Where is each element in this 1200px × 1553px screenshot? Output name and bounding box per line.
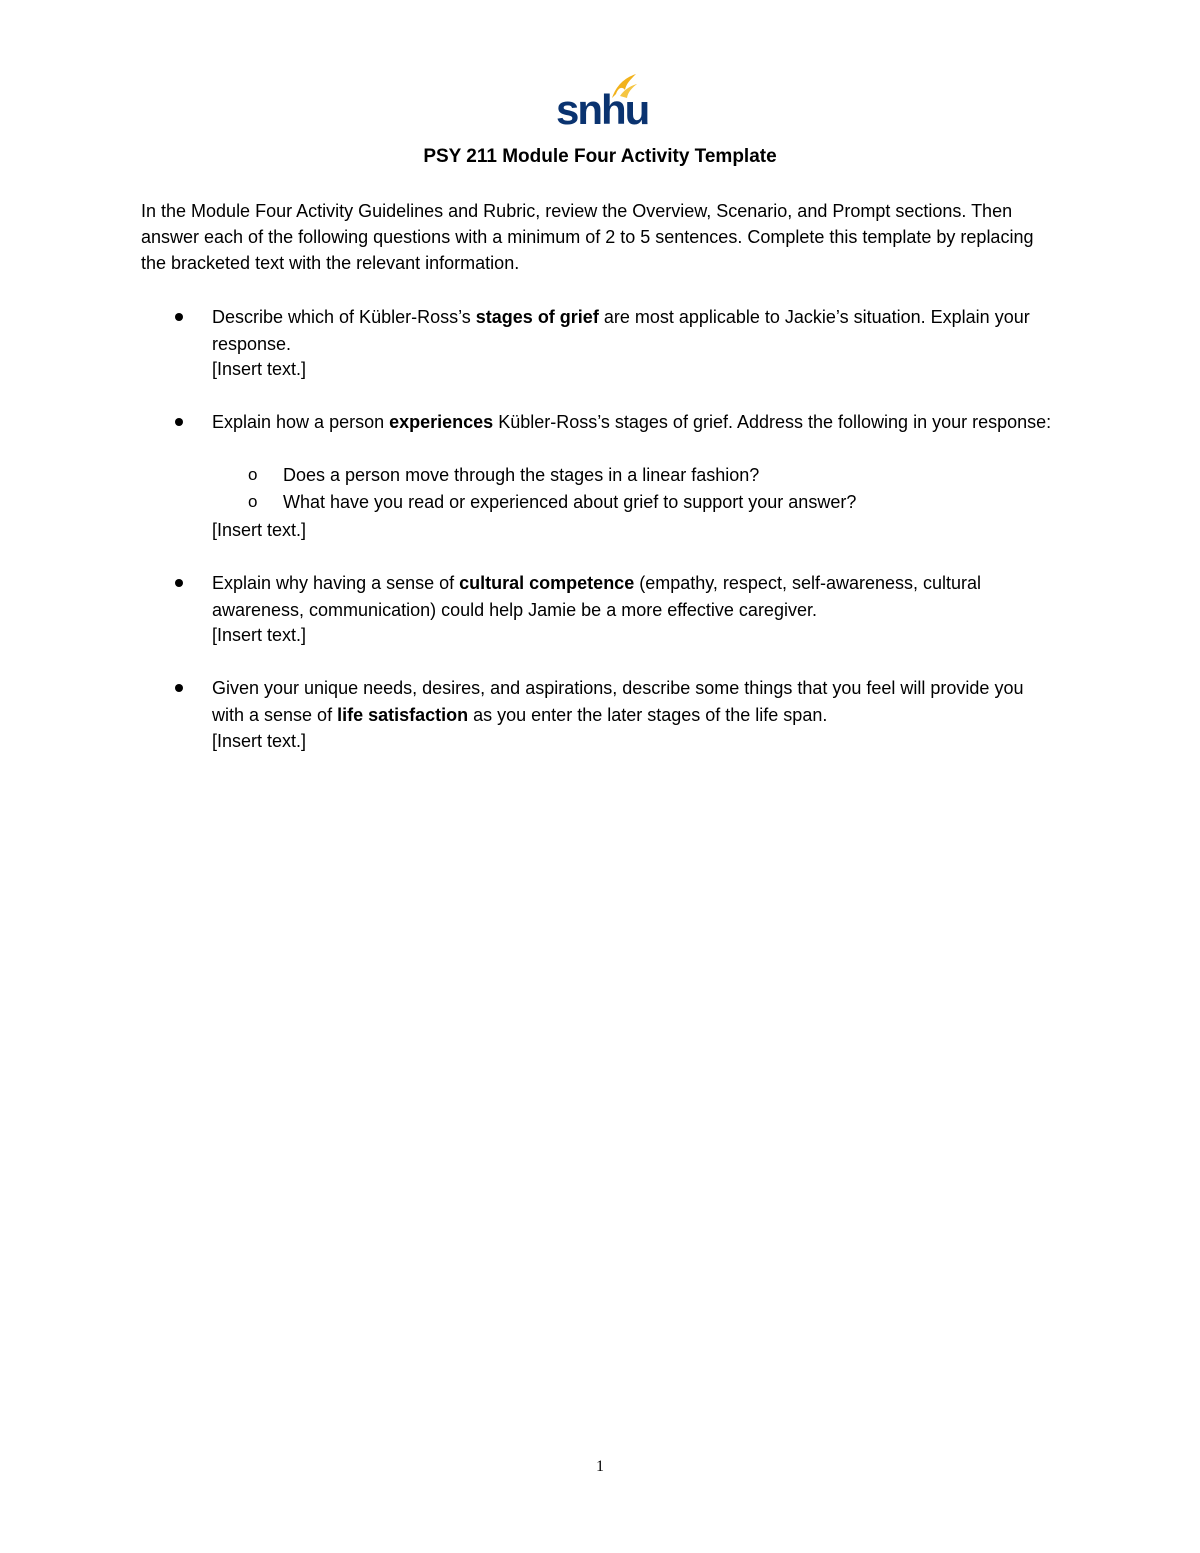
question-3: Explain why having a sense of cultural competence (empathy, respect, self-awareness, cultural awareness, communication) could help Jamie be a more effective caregiver.	[212, 573, 982, 620]
intro-paragraph: In the Module Four Activity Guidelines and Rubric, review the Overview, Scenario, and Prompt sections. Then answer each of the following questions with a minimum of 2 to 5 sentences. Complete this template by replacing the bracketed text with the relevant information.	[141, 201, 1034, 273]
sub-bullet-icon: o	[248, 492, 258, 511]
question-4: Given your unique needs, desires, and aspirations, describe some things that you feel will provide you with a sense of life satisfaction as you enter the later stages of the life span.	[212, 678, 1024, 725]
bullet-icon	[175, 570, 185, 580]
logo-text: snhu	[556, 86, 649, 133]
question-2-subitem-2: What have you read or experienced about grief to support your answer?	[283, 492, 857, 512]
sub-bullet-icon: o	[248, 465, 258, 484]
answer-placeholder-2[interactable]: [Insert text.]	[212, 520, 307, 540]
question-2-subitem-1: Does a person move through the stages in a linear fashion?	[283, 465, 760, 485]
bullet-icon	[175, 675, 185, 685]
document-title: PSY 211 Module Four Activity Template	[423, 146, 777, 167]
bullet-icon	[175, 304, 185, 314]
answer-placeholder-4[interactable]: [Insert text.]	[212, 731, 307, 751]
bullet-icon	[175, 409, 185, 419]
page-number: 1	[596, 1458, 604, 1475]
question-2: Explain how a person experiences Kübler-Ross’s stages of grief. Address the following in your response:	[212, 412, 1052, 432]
snhu-logo	[556, 72, 649, 133]
question-1: Describe which of Kübler-Ross’s stages of grief are most applicable to Jackie’s situation. Explain your response.	[212, 307, 1030, 354]
answer-placeholder-3[interactable]: [Insert text.]	[212, 625, 307, 645]
answer-placeholder-1[interactable]: [Insert text.]	[212, 359, 307, 379]
